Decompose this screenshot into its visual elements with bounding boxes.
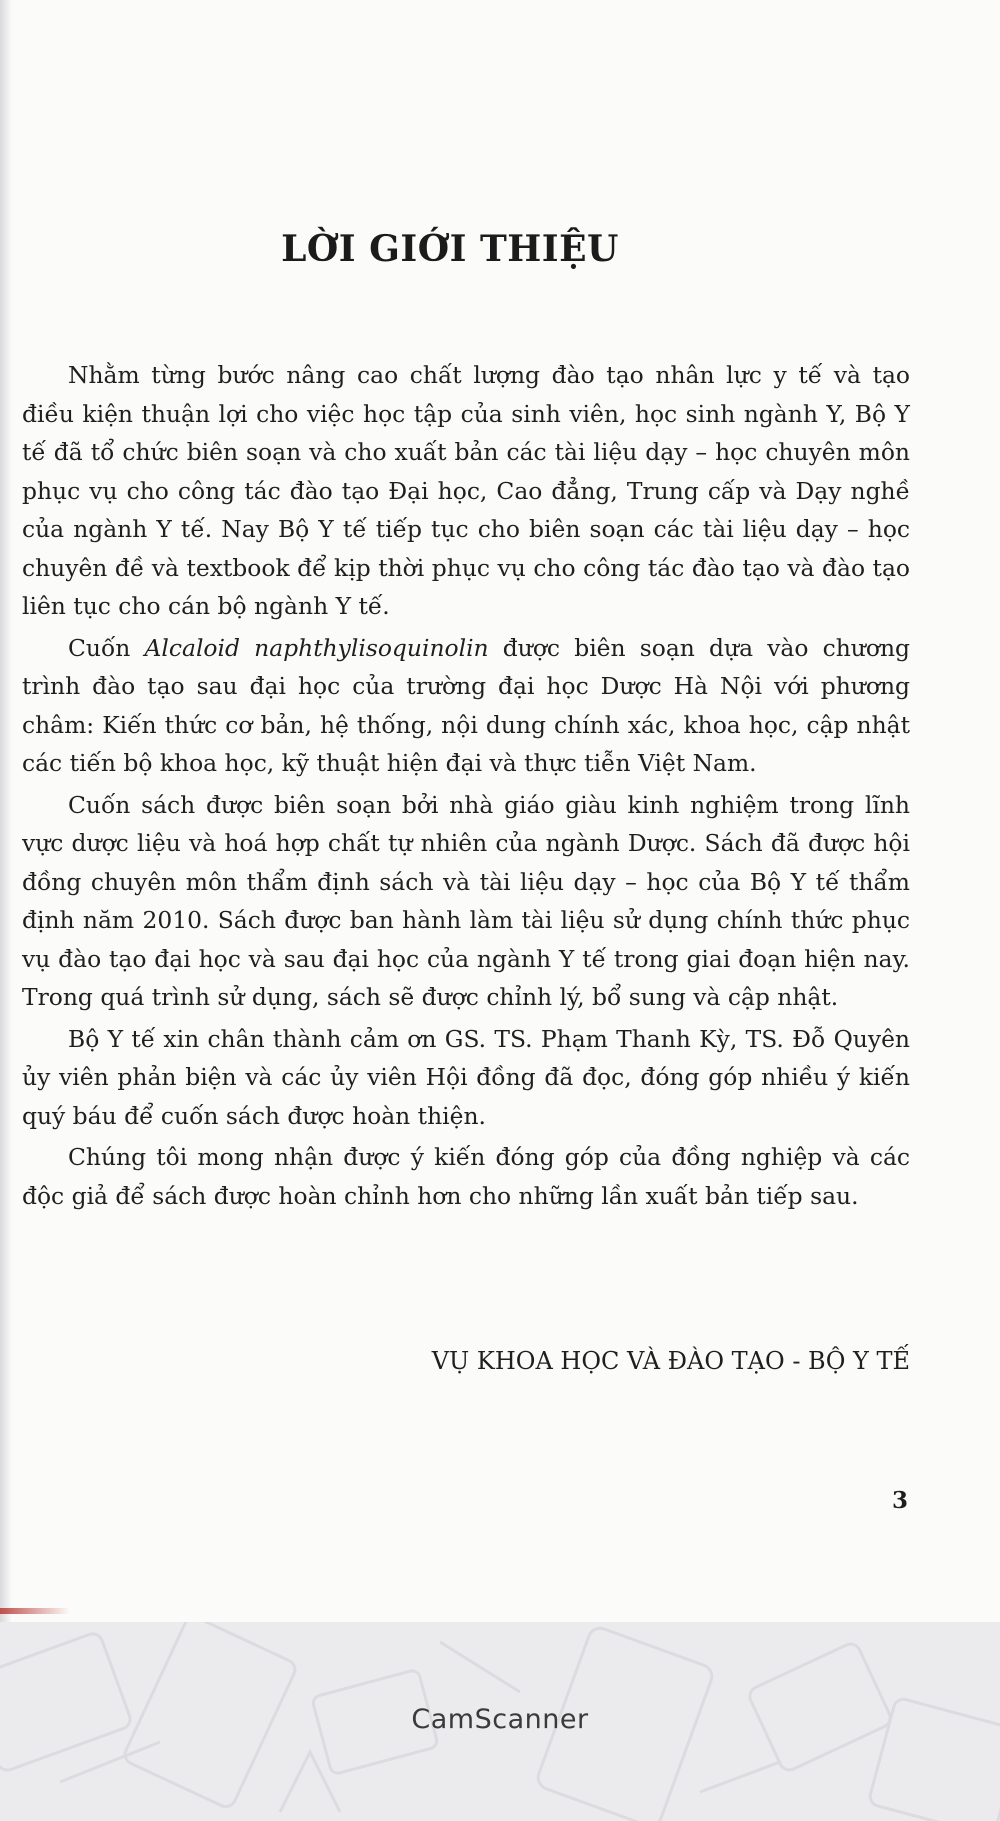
paragraph-2-suffix: được biên soạn dựa vào chương trình đào tạo sau đại học của trường đại học Dược Hà Nội với phương châm: Kiến thức cơ bản, hệ thống, nội dung chính xác, khoa học, cập nhật các tiến bộ khoa học, kỹ thuật hiện đại và thực tiễn Việt Nam.: [22, 633, 910, 777]
paragraph-1: Nhằm từng bước nâng cao chất lượng đào tạo nhân lực y tế và tạo điều kiện thuận lợi cho việc học tập của sinh viên, học sinh ngành Y, Bộ Y tế đã tổ chức biên soạn và cho xuất bản các tài liệu dạy – học chuyên môn phục vụ cho công tác đào tạo Đại học, Cao đẳng, Trung cấp và Dạy nghề của ngành Y tế. Nay Bộ Y tế tiếp tục cho biên soạn các tài liệu dạy – học chuyên đề và textbook để kịp thời phục vụ cho công tác đào tạo và đào tạo liên tục cho cán bộ ngành Y tế.: [22, 361, 910, 620]
scanner-footer: [0, 1622, 1000, 1821]
page-title: LỜI GIỚI THIỆU: [281, 228, 619, 270]
paragraph-4: Bộ Y tế xin chân thành cảm ơn GS. TS. Phạm Thanh Kỳ, TS. Đỗ Quyên ủy viên phản biện và các ủy viên Hội đồng đã đọc, đóng góp nhiều ý kiến quý báu để cuốn sách được hoàn thiện.: [22, 1024, 910, 1130]
signature: VỤ KHOA HỌC VÀ ĐÀO TẠO - BỘ Y TẾ: [431, 1347, 910, 1375]
camscanner-logo: CamScanner: [411, 1704, 589, 1735]
page-number: 3: [891, 1487, 908, 1514]
book-title-italic: Alcaloid naphthylisoquinolin: [144, 633, 489, 662]
body-text: [22, 356, 910, 1215]
paragraph-5: Chúng tôi mong nhận được ý kiến đóng góp của đồng nghiệp và các độc giả để sách được hoàn chỉnh hơn cho những lần xuất bản tiếp sau.: [22, 1143, 910, 1210]
paragraph-2-prefix: Cuốn: [68, 633, 145, 662]
page-edge-red-mark: [0, 1608, 70, 1614]
paragraph-2: [22, 629, 910, 783]
paragraph-3: Cuốn sách được biên soạn bởi nhà giáo giàu kinh nghiệm trong lĩnh vực dược liệu và hoá hợp chất tự nhiên của ngành Dược. Sách đã được hội đồng chuyên môn thẩm định sách và tài liệu dạy – học của Bộ Y tế thẩm định năm 2010. Sách được ban hành làm tài liệu sử dụng chính thức phục vụ đào tạo đại học và sau đại học của ngành Y tế trong giai đoạn hiện nay. Trong quá trình sử dụng, sách sẽ được chỉnh lý, bổ sung và cập nhật.: [22, 790, 910, 1011]
